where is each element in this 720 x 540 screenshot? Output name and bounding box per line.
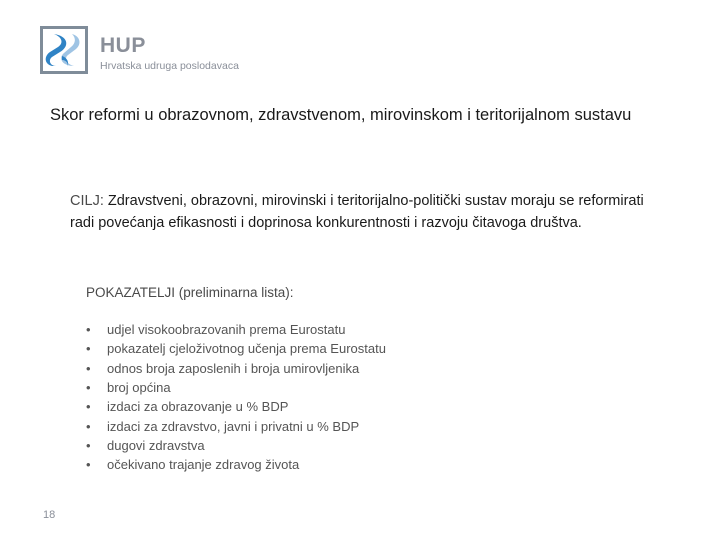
bullet-icon: • (86, 457, 91, 473)
indicator-text: pokazatelj cjeloživotnog učenja prema Eurostatu (107, 341, 386, 357)
bullet-icon: • (86, 322, 91, 338)
slide-title: Skor reformi u obrazovnom, zdravstvenom, mirovinskom i teritorijalnom sustavu (50, 106, 632, 124)
list-item (86, 416, 386, 435)
indicator-list (86, 320, 386, 474)
logo-title: HUP (100, 34, 146, 57)
hup-logo (40, 26, 255, 76)
list-item (86, 436, 386, 455)
list-item (86, 320, 386, 339)
bullet-icon: • (86, 341, 91, 357)
bullet-icon: • (86, 437, 91, 453)
bullet-icon: • (86, 380, 91, 396)
indicator-text: odnos broja zaposlenih i broja umirovljenika (107, 360, 360, 376)
list-item (86, 359, 386, 378)
logo-subtitle: Hrvatska udruga poslodavaca (100, 60, 239, 72)
indicator-text: očekivano trajanje zdravog života (107, 457, 300, 473)
indicator-text: izdaci za obrazovanje u % BDP (107, 399, 289, 415)
indicator-text: udjel visokoobrazovanih prema Eurostatu (107, 322, 346, 338)
list-item (86, 378, 386, 397)
bullet-icon: • (86, 399, 91, 415)
list-item (86, 397, 386, 416)
indicator-text: broj općina (107, 380, 171, 396)
goal-label: CILJ: (70, 193, 104, 209)
bullet-icon: • (86, 360, 91, 376)
bullet-icon: • (86, 418, 91, 434)
hup-logo-mark-icon (40, 26, 88, 74)
list-item (86, 455, 386, 474)
indicators-heading: POKAZATELJI (preliminarna lista): (86, 285, 294, 300)
goal-text: Zdravstveni, obrazovni, mirovinski i teritorijalno-politički sustav moraju se reformirati radi povećanja efikasnosti i doprinosa konkurentnosti i razvoju čitavoga društva. (70, 193, 644, 231)
indicator-text: izdaci za zdravstvo, javni i privatni u % BDP (107, 418, 360, 434)
indicator-text: dugovi zdravstva (107, 437, 205, 453)
list-item (86, 339, 386, 358)
goal-paragraph (70, 190, 670, 234)
page-number: 18 (43, 509, 56, 521)
